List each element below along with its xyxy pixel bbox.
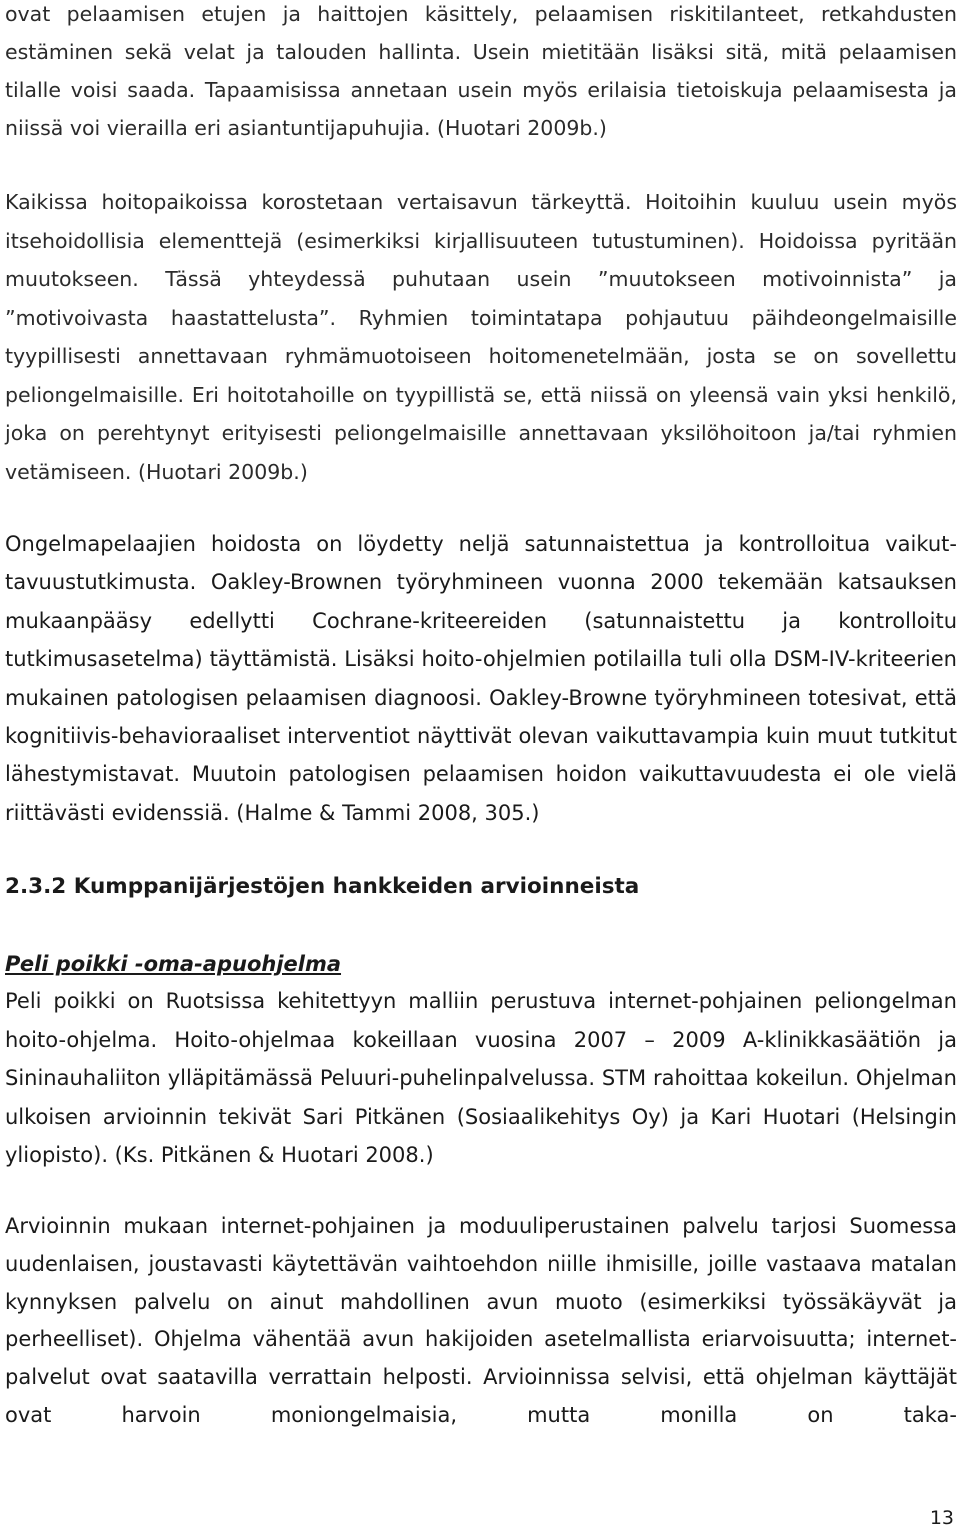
paragraph-evaluation: Arvioinnin mukaan internet-pohjainen ja moduuliperustainen palvelu tarjosi Suomessa uudenlaisen, joustavasti käytettävän vaihtoehdon niille ihmisille, joille vastaava matalan kynnyksen palvelu on ainut mahdollinen avun muoto (esimerkiksi työssäkäyvät ja perheelliset). Ohjelma vähentää avun hakijoiden asetelmallista eriarvoisuutta; internet-palvelut ovat saatavilla verrattain helposti. Arvioinnissa selvisi, että ohjelman käyttäjät ovat harvoin moniongelmaisia, mutta monilla on taka- — [5, 1214, 957, 1427]
paragraph-effectiveness-studies: Ongelmapelaajien hoidosta on löydetty neljä satunnaistettua ja kontrolloitua vaikuttavuustutkimusta. Oakley-Brownen työryhmineen vuonna 2000 tekemään katsauksen mukaanpääsy edellytti Cochrane-kriteereiden (satunnaistettu ja kontrolloitu tutkimusasetelma) täyttämistä. Lisäksi hoito-ohjelmien potilailla tuli olla DSM-IV-kriteerien mukainen patologisen pelaamisen diagnoosi. Oakley-Browne työryhmineen totesivat, että kognitiivis-behavioraaliset interventiot näyttivät olevan vaikuttavampia kuin muut tutkitut lähestymistavat. Muutoin patologisen pelaamisen hoidon vaikuttavuudesta ei ole vielä riittävästi evidenssiä. (Halme & Tammi 2008, 305.) — [5, 532, 957, 825]
page-number: 13 — [929, 1507, 954, 1529]
subsection-heading: Peli poikki -oma-apuohjelma — [5, 952, 342, 976]
paragraph-peli-poikki: Peli poikki on Ruotsissa kehitettyyn malliin perustuva internet-pohjainen peliongelman hoito-ohjelma. Hoito-ohjelmaa kokeillaan vuosina 2007 – 2009 A-klinikkasäätiön ja Sininauhaliiton ylläpitämässä Peluuri-puhelinpalvelussa. STM rahoittaa kokeilun. Ohjelman ulkoisen arvioinnin tekivät Sari Pitkänen (Sosiaalikehitys Oy) ja Kari Huotari (Helsingin yliopisto). (Ks. Pitkänen & Huotari 2008.) — [5, 989, 957, 1168]
section-heading: 2.3.2 Kumppanijärjestöjen hankkeiden arvioinneista — [5, 874, 640, 899]
paragraph-intro: ovat pelaamisen etujen ja haittojen käsittely, pelaamisen riskitilanteet, retkahdusten estäminen sekä velat ja talouden hallinta. Usein mietitään lisäksi sitä, mitä pelaamisen tilalle voisi saada. Tapaamisissa annetaan usein myös erilaisia tietoiskuja pelaamisesta ja niissä voi vierailla eri asiantuntijapuhujia. (Huotari 2009b.) — [5, 2, 957, 140]
paragraph-peer-support: Kaikissa hoitopaikoissa korostetaan vertaisavun tärkeyttä. Hoitoihin kuuluu usein myös itsehoidollisia elementtejä (esimerkiksi kirjallisuuteen tutustuminen). Hoidoissa pyritään muutokseen. Tässä yhteydessä puhutaan usein ”muutokseen motivoinnista” ja ”motivoivasta haastattelusta”. Ryhmien toimintatapa pohjautuu päihdeongelmaisille tyypillisesti annettavaan ryhmämuotoiseen hoitomenetelmään, josta se on sovellettu peliongelmaisille. Eri hoitotahoille on tyypillistä se, että niissä on yleensä vain yksi henkilö, joka on perehtynyt erityisesti peliongelmaisille annettavaan yksilöhoitoon ja/tai ryhmien vetämiseen. (Huotari 2009b.) — [5, 190, 957, 484]
